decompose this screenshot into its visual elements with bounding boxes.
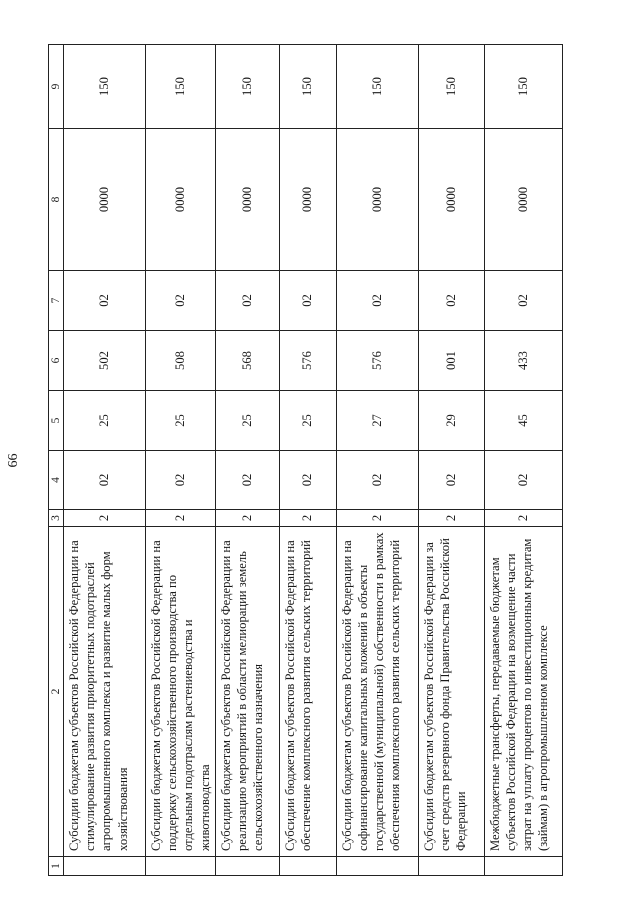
table-row	[64, 45, 146, 876]
code-cell: 150	[418, 45, 484, 129]
code-cell: 02	[336, 451, 418, 510]
row-number-cell	[336, 857, 418, 876]
code-cell: 25	[146, 391, 216, 451]
code-cell: 150	[146, 45, 216, 129]
code-cell: 0000	[418, 129, 484, 271]
code-cell: 576	[279, 331, 336, 391]
item-name-cell: Межбюджетные трансферты, передаваемые бюджетам субъектов Российской Федерации на возмещение части затрат на уплату процентов по инвестиционным кредитам (займам) в агропромышленном комплексе	[484, 527, 562, 857]
code-cell: 45	[484, 391, 562, 451]
page-number: 66	[6, 453, 21, 468]
code-cell: 2	[484, 510, 562, 527]
table-row	[336, 45, 418, 876]
code-cell: 2	[64, 510, 146, 527]
column-header: 2	[49, 527, 64, 857]
table-row	[215, 45, 279, 876]
code-cell: 0000	[484, 129, 562, 271]
code-cell: 02	[64, 451, 146, 510]
budget-classification-table	[48, 44, 563, 876]
item-name-cell: Субсидии бюджетам субъектов Российской Федерации на реализацию мероприятий в области мелиорации земель сельскохозяйственного назначения	[215, 527, 279, 857]
table-header-row	[49, 45, 64, 876]
code-cell: 150	[336, 45, 418, 129]
item-name-cell: Субсидии бюджетам субъектов Российской Федерации на поддержку сельскохозяйственного производства по отдельным подотраслям растениеводства и животноводства	[146, 527, 216, 857]
column-header: 6	[49, 331, 64, 391]
code-cell: 0000	[146, 129, 216, 271]
code-cell: 502	[64, 331, 146, 391]
column-header: 3	[49, 510, 64, 527]
column-header: 4	[49, 451, 64, 510]
row-number-cell	[64, 857, 146, 876]
rotated-page	[6, 45, 568, 876]
code-cell: 001	[418, 331, 484, 391]
code-cell: 576	[336, 331, 418, 391]
code-cell: 27	[336, 391, 418, 451]
code-cell: 0000	[64, 129, 146, 271]
table-row	[146, 45, 216, 876]
item-name-cell: Субсидии бюджетам субъектов Российской Федерации за счет средств резервного фонда Правительства Российской Федерации	[418, 527, 484, 857]
code-cell: 25	[279, 391, 336, 451]
code-cell: 508	[146, 331, 216, 391]
code-cell: 02	[418, 451, 484, 510]
column-header: 9	[49, 45, 64, 129]
code-cell: 0000	[279, 129, 336, 271]
code-cell: 25	[215, 391, 279, 451]
code-cell: 2	[418, 510, 484, 527]
code-cell: 2	[215, 510, 279, 527]
column-header: 1	[49, 857, 64, 876]
code-cell: 2	[336, 510, 418, 527]
code-cell: 150	[279, 45, 336, 129]
code-cell: 02	[418, 271, 484, 331]
table-row	[418, 45, 484, 876]
code-cell: 02	[64, 271, 146, 331]
code-cell: 433	[484, 331, 562, 391]
table-row	[279, 45, 336, 876]
code-cell: 568	[215, 331, 279, 391]
item-name-cell: Субсидии бюджетам субъектов Российской Федерации на стимулирование развития приоритетных подотраслей агропромышленного комплекса и развитие малых форм хозяйствования	[64, 527, 146, 857]
code-cell: 02	[146, 451, 216, 510]
code-cell: 2	[146, 510, 216, 527]
code-cell: 0000	[336, 129, 418, 271]
code-cell: 25	[64, 391, 146, 451]
code-cell: 02	[484, 271, 562, 331]
code-cell: 150	[215, 45, 279, 129]
item-name-cell: Субсидии бюджетам субъектов Российской Федерации на обеспечение комплексного развития сельских территорий	[279, 527, 336, 857]
code-cell: 02	[279, 271, 336, 331]
code-cell: 150	[64, 45, 146, 129]
code-cell: 2	[279, 510, 336, 527]
column-header: 8	[49, 129, 64, 271]
row-number-cell	[215, 857, 279, 876]
code-cell: 02	[279, 451, 336, 510]
table-row	[484, 45, 562, 876]
row-number-cell	[484, 857, 562, 876]
column-header: 7	[49, 271, 64, 331]
code-cell: 02	[336, 271, 418, 331]
item-name-cell: Субсидии бюджетам субъектов Российской Федерации на софинансирование капитальных вложений в объекты государственной (муниципальной) собственности в рамках обеспечения комплексного развития сельских территорий	[336, 527, 418, 857]
code-cell: 0000	[215, 129, 279, 271]
row-number-cell	[418, 857, 484, 876]
column-header: 5	[49, 391, 64, 451]
code-cell: 02	[146, 271, 216, 331]
row-number-cell	[279, 857, 336, 876]
code-cell: 150	[484, 45, 562, 129]
code-cell: 02	[484, 451, 562, 510]
code-cell: 02	[215, 451, 279, 510]
code-cell: 29	[418, 391, 484, 451]
code-cell: 02	[215, 271, 279, 331]
row-number-cell	[146, 857, 216, 876]
